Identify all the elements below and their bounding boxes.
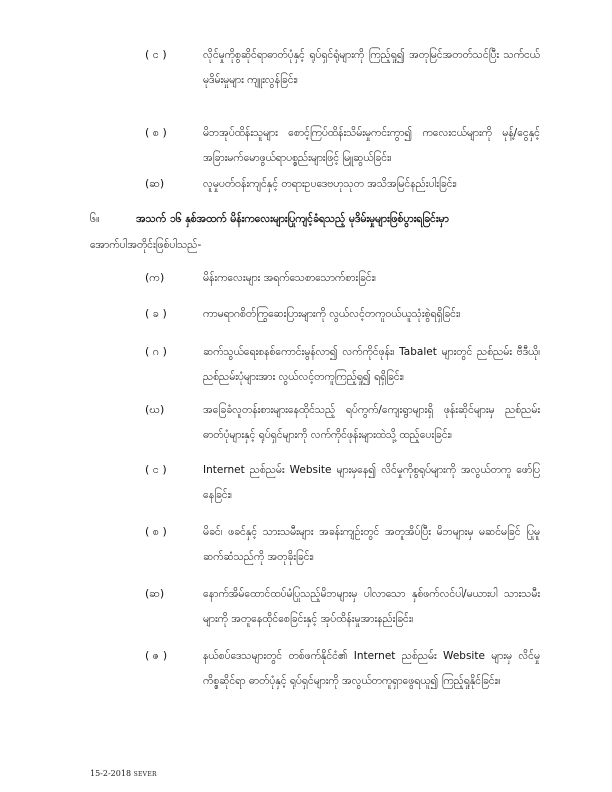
page-footer	[90, 769, 157, 778]
section-heading	[90, 206, 540, 258]
list-text: မိဘအုပ်ထိန်းသူများ စောင့်ကြပ်ထိန်းသိမ်းမှုကင်းကွာ၍ ကလေးငယ်များကို မုန့်/ငွေနှင့် အခြားမက်မောဖွယ်ရာပစ္စည်းများဖြင့် မြူဆွယ်ခြင်း၊	[203, 127, 540, 164]
section-title: အသက် ၁၆ နှစ်အထက် မိန်းကလေးများပြုကျင့်ခံရသည့် မုဒိမ်းမှုများဖြစ်ပွားရခြင်းမှာ	[136, 213, 449, 225]
list-text: နောက်အိမ်ထောင်ထပ်မံပြုသည့်မိဘများမှ ပါလာသော နှစ်ဖက်လင်ပါ/မယားပါ သားသမီးများကို အတူနေထိုင်စေခြင်းနှင့် အုပ်ထိန်းမှုအားနည်းခြင်း၊	[203, 588, 540, 625]
list-marker: (ဆ)	[145, 587, 165, 600]
list-marker: ( င )	[145, 463, 167, 476]
list-marker: ( င )	[145, 48, 167, 61]
section-continuation: အောက်ပါအတိုင်းဖြစ်ပါသည်-	[90, 239, 202, 251]
list-item	[145, 266, 540, 292]
list-item	[145, 398, 540, 448]
list-text: လူမှုပတ်ဝန်းကျင်နှင့် တရားဥပဒေဗဟုသုတ အသိအမြင်နည်းပါးခြင်း၊	[203, 178, 457, 190]
list-item	[145, 458, 540, 508]
list-text: မိခင်၊ ဖခင်နှင့် သားသမီးများ အခန်းကျဉ်းတွင် အတူအိပ်ပြီး မိဘများမှ မဆင်မခြင် ပြုမူဆက်ဆံသည်ကို အတုခိုးခြင်း၊	[203, 526, 540, 563]
list-text: ဆက်သွယ်ရေးစနစ်ကောင်းမွန်လာ၍ လက်ကိုင်ဖုန်း၊ Tabalet များတွင် ညစ်ညမ်း ဗီဒီယို၊ ညစ်ညမ်းပုံများအား လွယ်လင့်တကူကြည့်ရှု၍ ရရှိခြင်း၊	[203, 346, 540, 383]
list-marker: ( ဇ )	[145, 649, 168, 662]
list-item	[145, 121, 540, 171]
list-item	[145, 172, 540, 198]
list-marker: ( ခ )	[145, 307, 167, 320]
list-marker: ( ဂ )	[145, 345, 167, 358]
list-text: ကာမရာဂစိတ်ကြွဆေးပြားများကို လွယ်လင့်တကူဝယ်ယူသုံးစွဲရရှိခြင်း၊	[203, 308, 461, 320]
list-item	[145, 644, 540, 694]
footer-date: 15-2-2018	[90, 769, 132, 778]
list-marker: ( စ )	[145, 126, 167, 139]
list-marker: (ဃ)	[145, 403, 165, 416]
list-item	[145, 340, 540, 390]
list-item	[145, 43, 540, 93]
list-item	[145, 302, 540, 328]
list-text: လိုင်မှုကိုစွဆိုင်ရာဓာတ်ပုံနှင့် ရုပ်ရှင်ရုံများကို ကြည့်ရှု၍ အတုမြင်အတတ်သင်ပြီး သက်ငယ်မုဒိမ်းမှုများ ကျူးလွန်ခြင်း၊	[203, 49, 540, 86]
list-text: Internet ညစ်ညမ်း Website များမှနေ၍ လိင်မှုကိုစွရုပ်များကို အလွယ်တကူ ဖော်ပြနေခြင်း၊	[203, 464, 540, 501]
section-number: ၆။	[90, 212, 100, 225]
list-item	[145, 582, 540, 632]
list-text: နယ်စပ်ဒေသများတွင် တစ်ဖက်နိုင်ငံ၏ Internet ညစ်ညမ်း Website များမှ လိင်မှု ကိစ္စဆိုင်ရာ ဓာတ်ပုံနှင့် ရုပ်ရှင်များကို အလွယ်တကူရှာဖွေရယူ၍ ကြည့်ရှုနိုင်ခြင်း။	[203, 650, 540, 687]
list-marker: (ဆ)	[145, 177, 165, 190]
list-marker: (က)	[145, 271, 165, 284]
list-text: အခြေခံလူတန်းစားများနေထိုင်သည့် ရပ်ကွက်/ကျေးရွာများရှိ ဖုန်းဆိုင်များမှ ညစ်ညမ်းဓာတ်ပုံများနှင့် ရုပ်ရှင်များကို လက်ကိုင်ဖုန်းများထဲသို့ ထည့်ပေးခြင်း၊	[203, 404, 540, 441]
footer-tag: SEVER	[133, 771, 157, 778]
list-marker: ( စ )	[145, 525, 167, 538]
list-item	[145, 520, 540, 570]
list-text: မိန်းကလေးများ အရက်သေစာသောက်စားခြင်း၊	[203, 272, 376, 284]
